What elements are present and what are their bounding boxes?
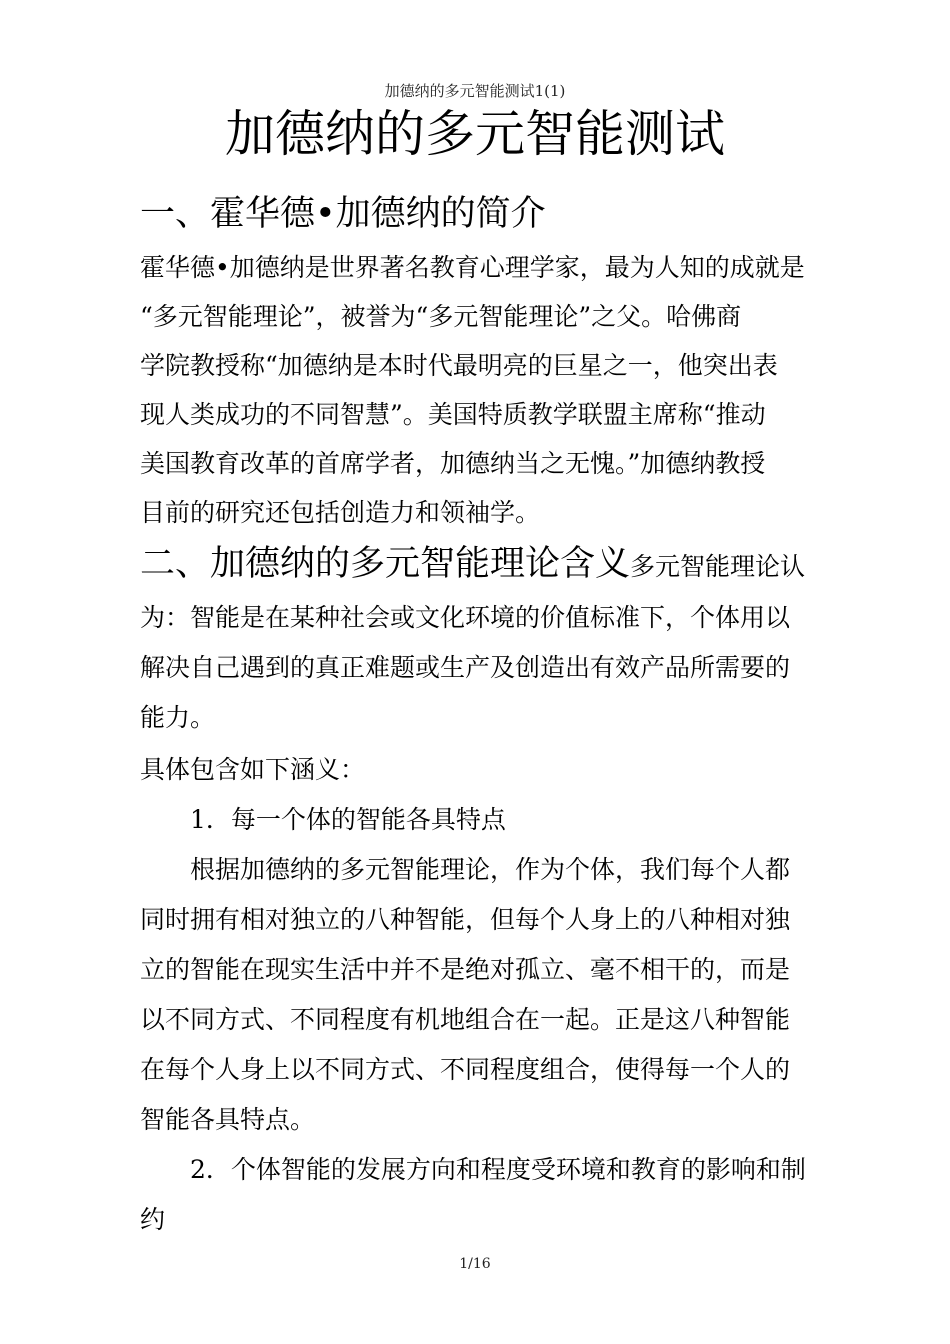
section1-line: “多元智能理论”，被誉为“多元智能理论”之父。哈佛商 bbox=[140, 302, 742, 331]
document-title: 加德纳的多元智能测试 bbox=[225, 105, 725, 163]
section1-line: 目前的研究还包括创造力和领袖学。 bbox=[140, 498, 541, 527]
section2-heading-tail: 多元智能理论认 bbox=[630, 552, 806, 581]
point1-line: 以不同方式、不同程度有机地组合在一起。正是这八种智能 bbox=[140, 1005, 791, 1034]
point1-line: 立的智能在现实生活中并不是绝对孤立、毫不相干的，而是 bbox=[140, 955, 791, 984]
point2-line: 约 bbox=[140, 1205, 166, 1234]
section2-heading bbox=[140, 542, 805, 589]
section1-line: 霍华德•加德纳是世界著名教育心理学家，最为人知的成就是 bbox=[140, 253, 805, 282]
section1-heading: 一、霍华德•加德纳的简介 bbox=[140, 194, 546, 234]
section2-line: 具体包含如下涵义： bbox=[140, 755, 366, 784]
section1-line: 现人类成功的不同智慧”。美国特质教学联盟主席称“推动 bbox=[140, 400, 766, 429]
section2-heading-text: 二、加德纳的多元智能理论含义 bbox=[140, 544, 631, 584]
point1-line: 同时拥有相对独立的八种智能，但每个人身上的八种相对独 bbox=[140, 905, 791, 934]
point2-title: 2．个体智能的发展方向和程度受环境和教育的影响和制 bbox=[190, 1155, 806, 1184]
section2-line: 解决自己遇到的真正难题或生产及创造出有效产品所需要的 bbox=[140, 653, 791, 682]
section2-line: 为：智能是在某种社会或文化环境的价值标准下，个体用以 bbox=[140, 603, 791, 632]
point1-line: 在每个人身上以不同方式、不同程度组合，使得每一个人的 bbox=[140, 1055, 791, 1084]
running-header: 加德纳的多元智能测试1(1) bbox=[384, 82, 566, 100]
point1-line: 智能各具特点。 bbox=[140, 1105, 316, 1134]
section2-line: 能力。 bbox=[140, 703, 216, 732]
section1-line: 美国教育改革的首席学者，加德纳当之无愧。”加德纳教授 bbox=[140, 449, 766, 478]
page-number: 1/16 bbox=[459, 1256, 491, 1272]
section1-line: 学院教授称“加德纳是本时代最明亮的巨星之一，他突出表 bbox=[140, 351, 778, 380]
point1-line: 根据加德纳的多元智能理论，作为个体，我们每个人都 bbox=[190, 855, 791, 884]
point1-title: 1．每一个体的智能各具特点 bbox=[190, 805, 506, 834]
